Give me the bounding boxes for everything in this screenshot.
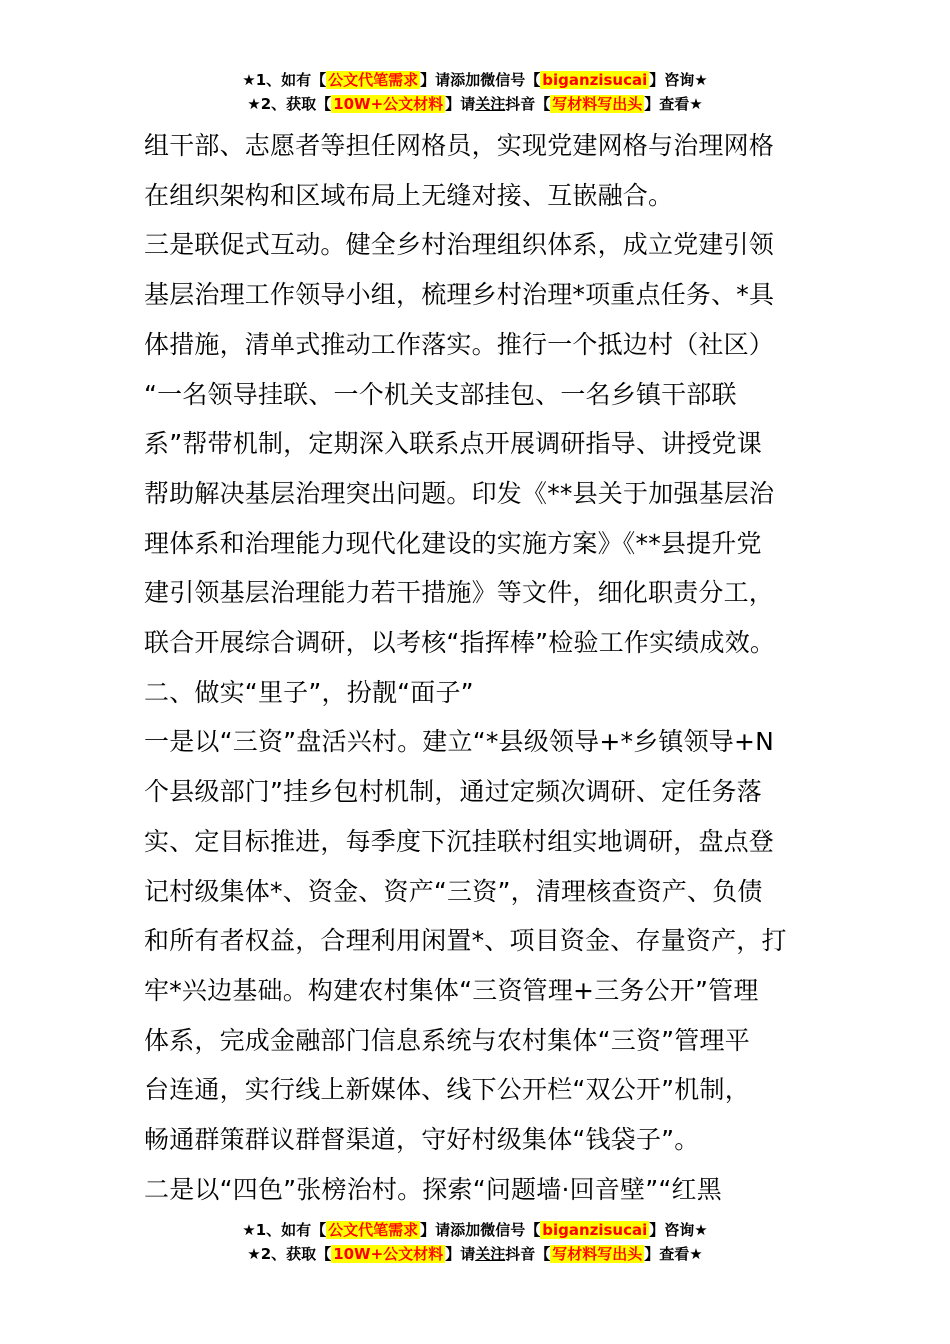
- body-line: 畅通群策群议群督渠道，守好村级集体“钱袋子”。: [144, 1125, 700, 1155]
- banner-text: ★1、如有【: [242, 1221, 327, 1239]
- banner-line-1: [0, 68, 950, 92]
- body-line: “一名领导挂联、一个机关支部挂包、一名乡镇干部联: [144, 379, 737, 409]
- highlight-text: biganzisucai: [542, 71, 648, 89]
- body-line: 联合开展综合调研，以考核“指挥棒”检验工作实绩成效。: [144, 628, 776, 658]
- document-body: [144, 121, 814, 1214]
- body-line: 帮助解决基层治理突出问题。印发《**县关于加强基层治: [144, 478, 775, 508]
- banner-text: 】咨询★: [649, 1221, 708, 1239]
- highlight-text: 10W+公文材料: [333, 95, 444, 113]
- banner-line-2: [0, 1242, 950, 1266]
- body-line: 台连通，实行线上新媒体、线下公开栏“双公开”机制，: [144, 1075, 750, 1105]
- banner-text: 】请添: [420, 71, 466, 89]
- highlight-text: 公文代笔需求: [328, 71, 419, 89]
- body-line: 基层治理工作领导小组，梳理乡村治理*项重点任务、*具: [144, 280, 775, 310]
- body-line: 在组织架构和区域布局上无缝对接、互嵌融合。: [144, 180, 674, 210]
- body-line: 一是以“三资”盘活兴村。建立“*县级领导+*乡镇领导+N: [144, 727, 775, 757]
- banner-line-2: [0, 92, 950, 116]
- body-line: 组干部、志愿者等担任网格员，实现党建网格与治理网格: [144, 131, 775, 160]
- banner-text: 】查看★: [644, 95, 703, 113]
- highlight-text: 10W+公文材料: [333, 1245, 444, 1263]
- body-line: 记村级集体*、资金、资产“三资”，清理核查资产、负债: [144, 876, 763, 906]
- body-line: 个县级部门”挂乡包村机制，通过定频次调研、定任务落: [144, 777, 762, 807]
- section-heading: 二、做实“里子”，扮靓“面子”: [144, 677, 474, 707]
- body-line: 体系，完成金融部门信息系统与农村集体“三资”管理平: [144, 1025, 750, 1055]
- banner-text: ★2、获取【: [247, 1245, 332, 1263]
- body-line: 实、定目标推进，每季度下沉挂联村组实地调研，盘点登: [144, 826, 775, 856]
- body-line: 体措施，清单式推动工作落实。推行一个抵边村（社区）: [144, 329, 775, 359]
- banner-text: 微信号【: [480, 71, 541, 89]
- highlight-text: 写材料写出头: [552, 1245, 643, 1263]
- banner-text: 】查看★: [644, 1245, 703, 1263]
- highlight-text: 公文代笔需求: [328, 1221, 419, 1239]
- banner-text: 加: [465, 71, 481, 89]
- banner-text: 抖音【: [505, 95, 551, 113]
- highlight-text: biganzisucai: [542, 1221, 648, 1239]
- body-line: 三是联促式互动。健全乡村治理组织体系，成立党建引领: [144, 230, 775, 260]
- body-line: 牢*兴边基础。构建农村集体“三资管理+三务公开”管理: [144, 975, 759, 1005]
- banner-line-1: [0, 1218, 950, 1242]
- banner-text: 】咨询★: [649, 71, 708, 89]
- bottom-banner: [0, 1218, 950, 1266]
- banner-text: 】请添: [420, 1221, 466, 1239]
- body-line: 系”帮带机制，定期深入联系点开展调研指导、讲授党课: [144, 429, 762, 459]
- body-line: 建引领基层治理能力若干措施》等文件，细化职责分工，: [144, 578, 775, 608]
- body-line: 二是以“四色”张榜治村。探索“问题墙·回音壁”“红黑: [144, 1174, 722, 1204]
- banner-text: ★1、如有【: [242, 71, 327, 89]
- banner-text: 】请: [445, 95, 476, 113]
- banner-text: 加: [465, 1221, 481, 1239]
- banner-text: 抖音【: [505, 1245, 551, 1263]
- body-line: 理体系和治理能力现代化建设的实施方案》《**县提升党: [144, 528, 762, 558]
- highlight-text: 写材料写出头: [552, 95, 643, 113]
- banner-text: 关注: [475, 1245, 506, 1263]
- banner-text: 关注: [475, 95, 506, 113]
- body-line: 和所有者权益，合理利用闲置*、项目资金、存量资产，打: [144, 926, 787, 956]
- banner-text: 微信号【: [480, 1221, 541, 1239]
- top-banner: [0, 68, 950, 116]
- banner-text: 】请: [445, 1245, 476, 1263]
- banner-text: ★2、获取【: [247, 95, 332, 113]
